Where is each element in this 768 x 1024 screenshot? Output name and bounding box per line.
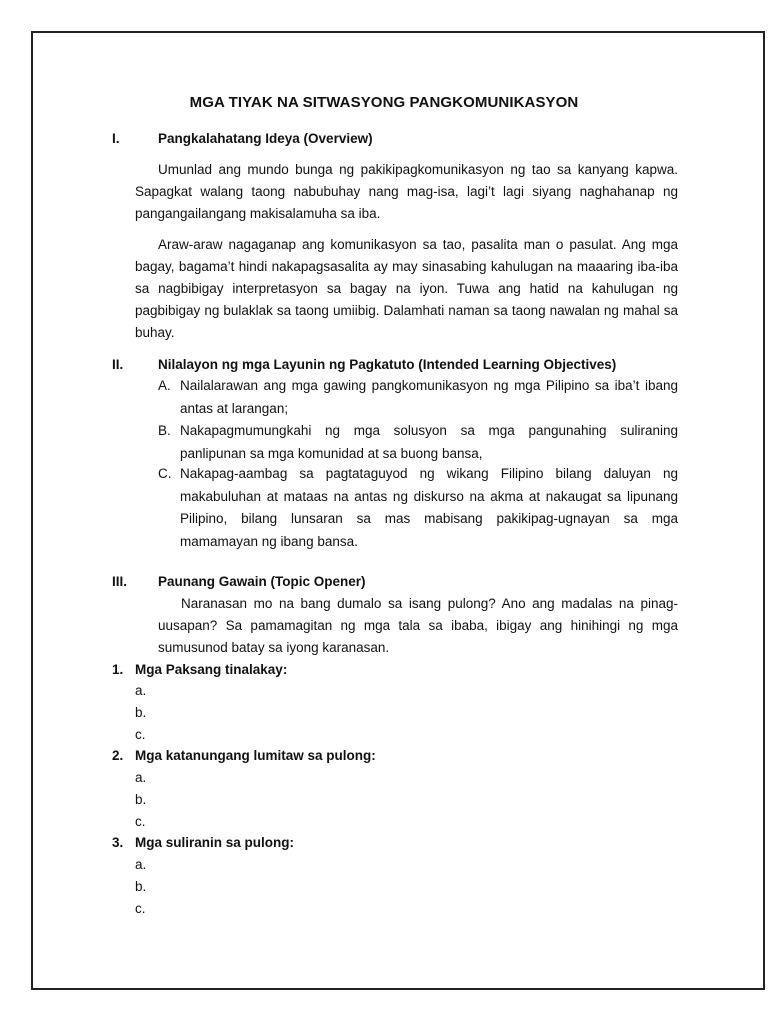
section-3-heading: Paunang Gawain (Topic Opener)	[158, 574, 366, 589]
question-3-item-a: a.	[135, 857, 147, 872]
objective-b-text: Nakapagmumungkahi ng mga solusyon sa mga pangunahing suliraning panlipunan sa mga komunidad at sa buong bansa,	[180, 423, 678, 461]
objective-c-letter: C.	[158, 466, 172, 481]
objective-a	[158, 375, 678, 420]
question-3-number: 3.	[112, 835, 124, 850]
question-1-heading: Mga Paksang tinalakay:	[135, 662, 288, 677]
section-1-numeral: I.	[112, 131, 120, 146]
question-3-item-b: b.	[135, 879, 147, 894]
objective-c	[158, 463, 678, 553]
section-1-paragraph-1: Umunlad ang mundo bunga ng pakikipagkomunikasyon ng tao sa kanyang kapwa. Sapagkat walang taong nabubuhay nang mag-isa, lagi’t lagi siyang naghahanap ng pangangailangang makisalamuha sa iba.	[135, 162, 678, 221]
question-1-number: 1.	[112, 662, 124, 677]
objective-c-text: Nakapag-aambag sa pagtataguyod ng wikang Filipino bilang daluyan ng makabuluhan at mataas na antas ng diskurso na akma at nakaugat sa lipunang Pilipino, bilang lunsaran sa mas mabisang pakikipag-ugnayan sa mga mamamayan ng ibang bansa.	[180, 466, 678, 549]
section-1-heading: Pangkalahatang Ideya (Overview)	[158, 131, 373, 146]
objective-a-text: Nailalarawan ang mga gawing pangkomunikasyon ng mga Pilipino sa iba’t ibang antas at larangan;	[180, 378, 678, 416]
question-2-number: 2.	[112, 748, 124, 763]
objective-a-letter: A.	[158, 378, 171, 393]
section-2-heading: Nilalayon ng mga Layunin ng Pagkatuto (Intended Learning Objectives)	[158, 357, 617, 372]
objective-b-letter: B.	[158, 423, 171, 438]
section-3-numeral: III.	[112, 574, 128, 589]
question-1-item-b: b.	[135, 705, 147, 720]
question-2-heading: Mga katanungang lumitaw sa pulong:	[135, 748, 376, 763]
question-2-item-c: c.	[135, 814, 146, 829]
document-title: MGA TIYAK NA SITWASYONG PANGKOMUNIKASYON	[189, 94, 579, 111]
section-1-paragraph-2: Araw-araw nagaganap ang komunikasyon sa tao, pasalita man o pasulat. Ang mga bagay, bagama’t hindi nakapagsasalita ay may sinasabing kahulugan na maaaring iba-iba sa nagbibigay interpretasyon sa bagay na iyon. Tuwa ang hatid na kahulugan ng pagbibigay ng bulaklak sa taong umiibig. Dalamhati naman sa taong nawalan ng mahal sa buhay.	[135, 237, 678, 340]
question-1-item-c: c.	[135, 727, 146, 742]
question-3-heading: Mga suliranin sa pulong:	[135, 835, 295, 850]
question-2-item-b: b.	[135, 792, 147, 807]
objective-b	[158, 420, 678, 465]
question-2-item-a: a.	[135, 770, 147, 785]
question-3-item-c: c.	[135, 901, 146, 916]
section-2-numeral: II.	[112, 357, 124, 372]
section-3-paragraph: Naranasan mo na bang dumalo sa isang pulong? Ano ang madalas na pinag-uusapan? Sa pamamagitan ng mga tala sa ibaba, ibigay ang hinihingi ng mga sumusunod batay sa iyong karanasan.	[158, 596, 678, 655]
question-1-item-a: a.	[135, 683, 147, 698]
